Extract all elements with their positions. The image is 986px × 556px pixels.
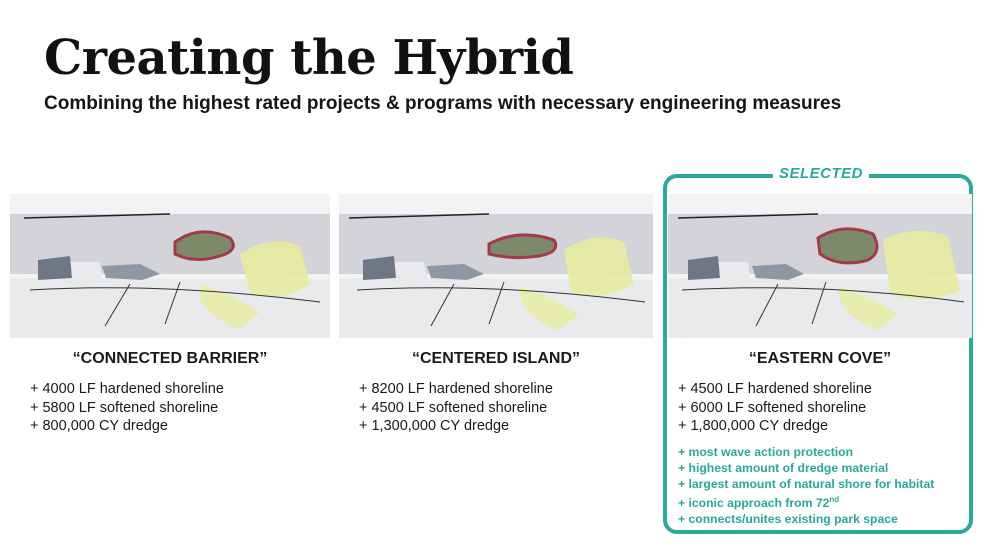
page-subtitle: Combining the highest rated projects & programs with necessary engineering measures (44, 93, 842, 114)
site-sketch-eastern-cove (668, 194, 972, 338)
benefit-item: + largest amount of natural shore for habitat (678, 476, 935, 491)
option-card-connected-barrier[interactable] (10, 194, 330, 436)
page-title: Creating the Hybrid (44, 30, 574, 86)
option-title: “EASTERN COVE” (748, 350, 892, 367)
option-title: “CENTERED ISLAND” (411, 350, 580, 367)
option-title: “CONNECTED BARRIER” (72, 350, 268, 367)
benefit-item (678, 492, 972, 511)
stat-hardened: + 8200 LF hardened shoreline (359, 381, 553, 397)
benefit-item: + most wave action protection (678, 444, 854, 459)
stat-softened: + 5800 LF softened shoreline (30, 399, 219, 416)
stat-dredge: + 1,800,000 CY dredge (678, 418, 829, 435)
stat-hardened: + 4500 LF hardened shoreline (678, 381, 872, 397)
benefit-item: + connects/unites existing park space (678, 511, 898, 526)
stat-softened: + 4500 LF softened shoreline (359, 399, 548, 416)
benefit-item: + highest amount of dredge material (678, 460, 889, 475)
stat-softened: + 6000 LF softened shoreline (678, 399, 867, 416)
option-stats (10, 380, 330, 436)
site-sketch-centered-island (339, 194, 653, 338)
benefit-text: + iconic approach from 72 (678, 495, 830, 510)
site-sketch-connected-barrier (10, 194, 330, 338)
option-card-centered-island[interactable] (339, 194, 653, 436)
option-benefits (668, 444, 972, 527)
option-stats (339, 380, 653, 436)
selected-badge: SELECTED (773, 165, 869, 182)
option-stats (668, 380, 972, 436)
stat-dredge: + 800,000 CY dredge (30, 418, 168, 435)
benefit-superscript: nd (829, 494, 840, 504)
stat-dredge: + 1,300,000 CY dredge (359, 418, 510, 435)
option-card-eastern-cove[interactable] (668, 194, 972, 527)
stat-hardened: + 4000 LF hardened shoreline (30, 381, 224, 397)
